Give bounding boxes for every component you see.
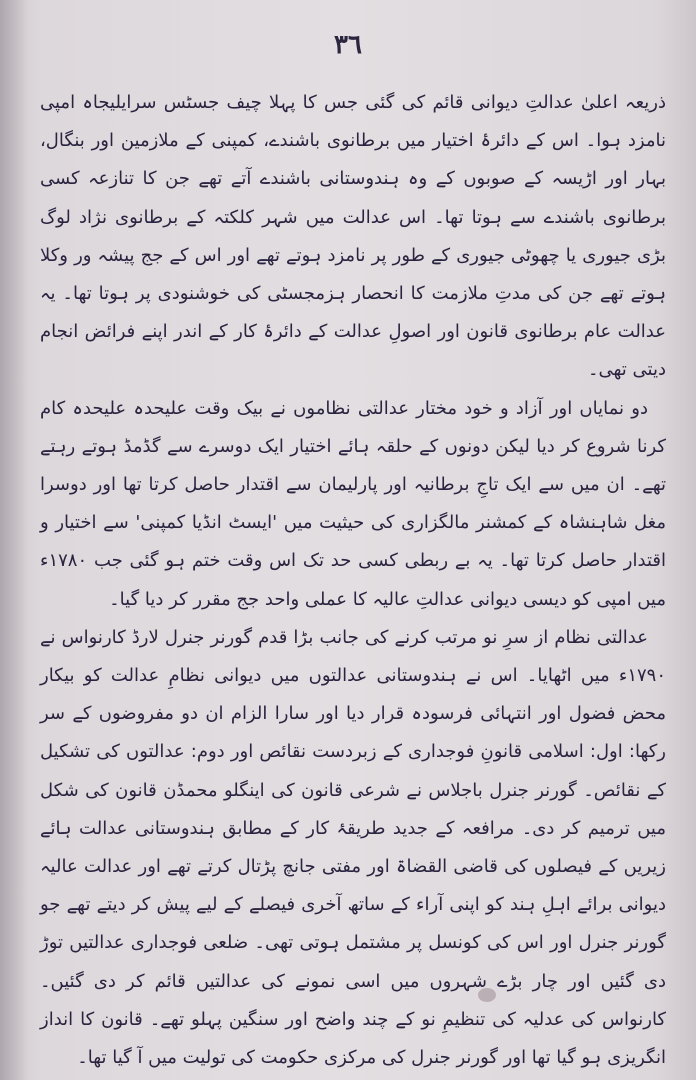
paragraph-2: دو نمایاں اور آزاد و خود مختار عدالتی نظاموں نے بیک وقت علیحدہ علیحدہ کام کرنا شروع کر دیا لیکن دونوں کے حلقہ ہائے اختیار ایک دوسرے سے گڈمڈ ہوتے رہتے تھے۔ ان میں سے ایک تاجِ برطانیہ اور پارلیمان سے اقتدار حاصل کرتا تھا اور دوسرا مغل شاہنشاہ کے کمشنر مالگزاری کی حیثیت میں 'ایسٹ انڈیا کمپنی' سے اختیار و اقتدار حاصل کرتا تھا۔ یہ بے ربطی کسی حد تک اس وقت ختم ہو گئی جب ۱۷۸۰ء میں امپی کو دیسی دیوانی عدالتِ عالیہ کا عملی واحد جج مقرر کر دیا گیا۔ — [40, 397, 666, 610]
page-number: ٣٦ — [334, 30, 362, 60]
paragraph-3: عدالتی نظام از سرِ نو مرتب کرنے کی جانب بڑا قدم گورنر جنرل لارڈ کارنواس نے ۱۷۹۰ء میں اٹھایا۔ اس نے ہندوستانی عدالتوں میں دیوانی نظامِ عدالت کو بیکار محض فضول اور انتہائی فرسودہ قرار دیا اور سارا الزام ان دو مفروضوں کے سر رکھا: اول: اسلامی قانونِ فوجداری کے زبردست نقائص اور دوم: عدالتوں کی تشکیل کے نقائص۔ گورنر جنرل باجلاس نے شرعی قانون کی اینگلو محمڈن قانون کی شکل میں ترمیم کر دی۔ مرافعہ کے جدید طریقۂ کار کے مطابق ہندوستانی عدالت ہائے زیریں کے فیصلوں کی قاضی القضاۃ اور مفتی جانچ پڑتال کرتے تھے اور عدالت عالیہ دیوانی برائے اہلِ ہند کو اپنی آراء کے ساتھ آخری فیصلے کے لیے پیش کر دیتے تھے جو گورنر جنرل اور اس کی کونسل پر مشتمل ہوتی تھی۔ ضلعی فوجداری عدالتیں توڑ دی گئیں اور چار بڑے شہروں میں اسی نمونے کی عدالتیں قائم کر دی گئیں۔ کارنواس کی عدلیہ کی تنظیمِ نو کے چند واضح اور سنگین پہلو تھے۔ قانون کا انداز انگریزی ہو گیا تھا اور گورنر جنرل کی مرکزی حکومت کی تولیت میں آ گیا تھا۔ — [40, 626, 666, 1069]
page-body — [40, 84, 666, 1077]
ink-stain — [478, 988, 496, 1002]
page-gutter-shadow — [0, 0, 28, 1080]
paragraph-1: ذریعہ اعلیٰ عدالتِ دیوانی قائم کی گئی جس کا پہلا چیف جسٹس سرایلیجاہ امپی نامزد ہوا۔ اس کے دائرۂ اختیار میں برطانوی باشندے، کمپنی کے ملازمین اور بنگال، بہار اور اڑیسہ کے صوبوں کے وہ ہندوستانی باشندے آتے تھے جن کا تنازعہ کسی برطانوی باشندے سے ہوتا تھا۔ اس عدالت میں شہر کلکتہ کے برطانوی نژاد لوگ بڑی جیوری یا چھوٹی جیوری کے طور پر نامزد ہوتے تھے اور اس کے جج پیشہ ور وکلا ہوتے تھے جن کی مدتِ ملازمت کا انحصار ہزمجسٹی کی خوشنودی پر ہوتا تھا۔ یہ عدالت عام برطانوی قانون اور اصولِ عدالت کے دائرۂ کار کے اندر اپنے فرائض انجام دیتی تھی۔ — [40, 92, 666, 381]
